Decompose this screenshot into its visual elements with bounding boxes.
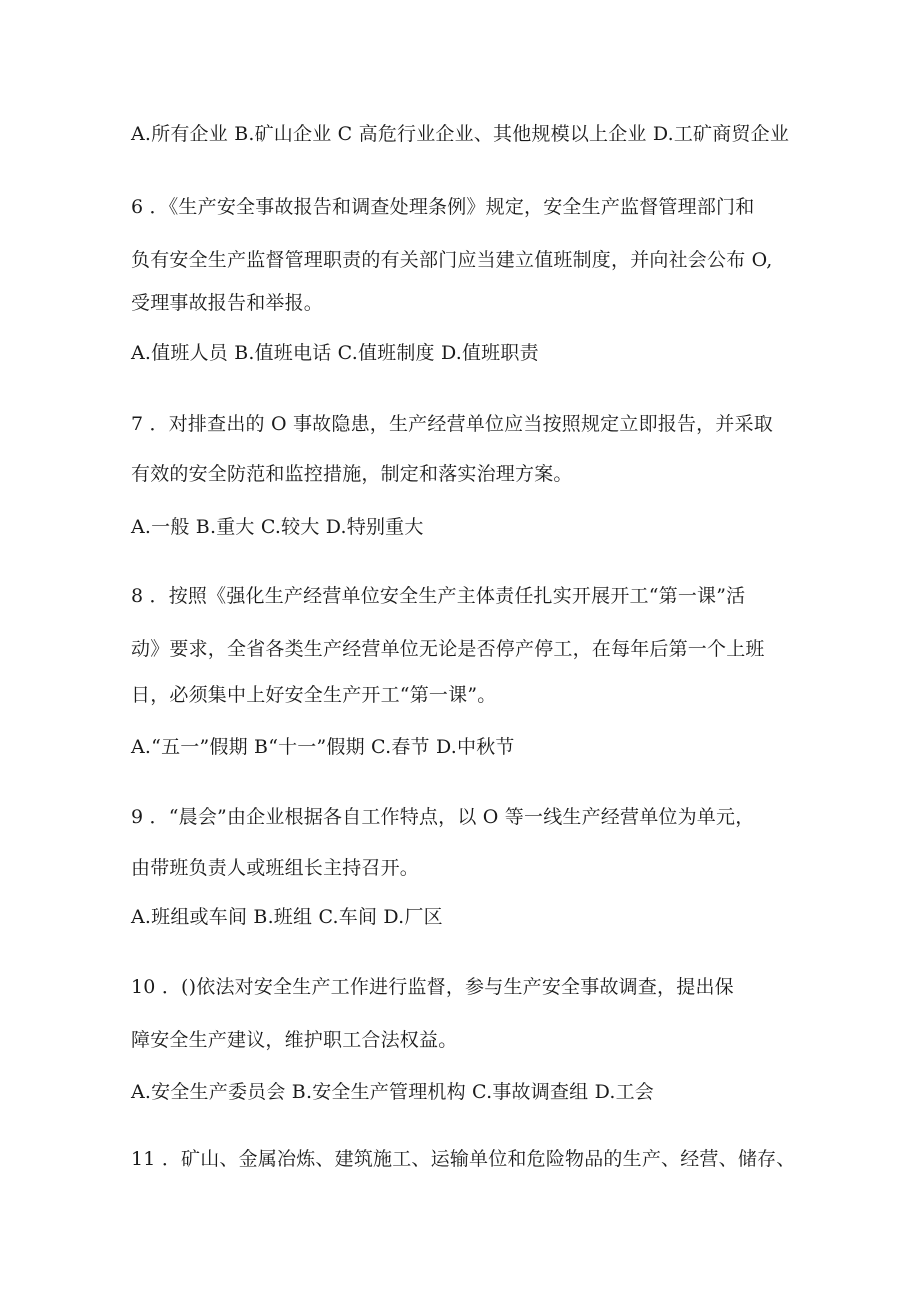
q9-text-line-2: 由带班负责人或班组长主持召开。: [131, 857, 420, 879]
q6-text-line-3: 受理事故报告和举报。: [131, 292, 324, 314]
q9-text-line-1: 9 ．“晨会”由企业根据各自工作特点，以 O 等一线生产经营单位为单元，: [131, 806, 755, 828]
q7-options: A.一般 B.重大 C.较大 D.特别重大: [131, 516, 424, 538]
q6-options: A.值班人员 B.值班电话 C.值班制度 D.值班职责: [131, 342, 539, 364]
q7-text-line-2: 有效的安全防范和监控措施，制定和落实治理方案。: [131, 463, 573, 485]
q10-options: A.安全生产委员会 B.安全生产管理机构 C.事故调查组 D.工会: [131, 1081, 654, 1103]
q8-text-line-2: 动》要求，全省各类生产经营单位无论是否停产停工，在每年后第一个上班: [131, 638, 765, 660]
q10-text-line-1: 10 ．()依法对安全生产工作进行监督，参与生产安全事故调查，提出保: [131, 976, 734, 998]
q9-options: A.班组或车间 B.班组 C.车间 D.厂区: [131, 906, 443, 928]
q7-text-line-1: 7 ．对排查出的 O 事故隐患，生产经营单位应当按照规定立即报告，并采取: [131, 413, 773, 435]
q6-text-line-2: 负有安全生产监督管理职责的有关部门应当建立值班制度，并向社会公布 O,: [131, 249, 773, 271]
q11-text-line-1: 11 ．矿山、金属冶炼、建筑施工、运输单位和危险物品的生产、经营、储存、: [131, 1148, 796, 1170]
q6-text-line-1: 6 ．《生产安全事故报告和调查处理条例》规定，安全生产监督管理部门和: [131, 196, 755, 218]
q8-options: A.“五一”假期 B“十一”假期 C.春节 D.中秋节: [131, 736, 515, 758]
q5-options: A.所有企业 B.矿山企业 C 高危行业企业、其他规模以上企业 D.工矿商贸企业: [131, 123, 790, 145]
q8-text-line-1: 8 ．按照《强化生产经营单位安全生产主体责任扎实开展开工“第一课”活: [131, 585, 746, 607]
q10-text-line-2: 障安全生产建议，维护职工合法权益。: [131, 1029, 458, 1051]
q8-text-line-3: 日，必须集中上好安全生产开工“第一课”。: [131, 684, 497, 706]
